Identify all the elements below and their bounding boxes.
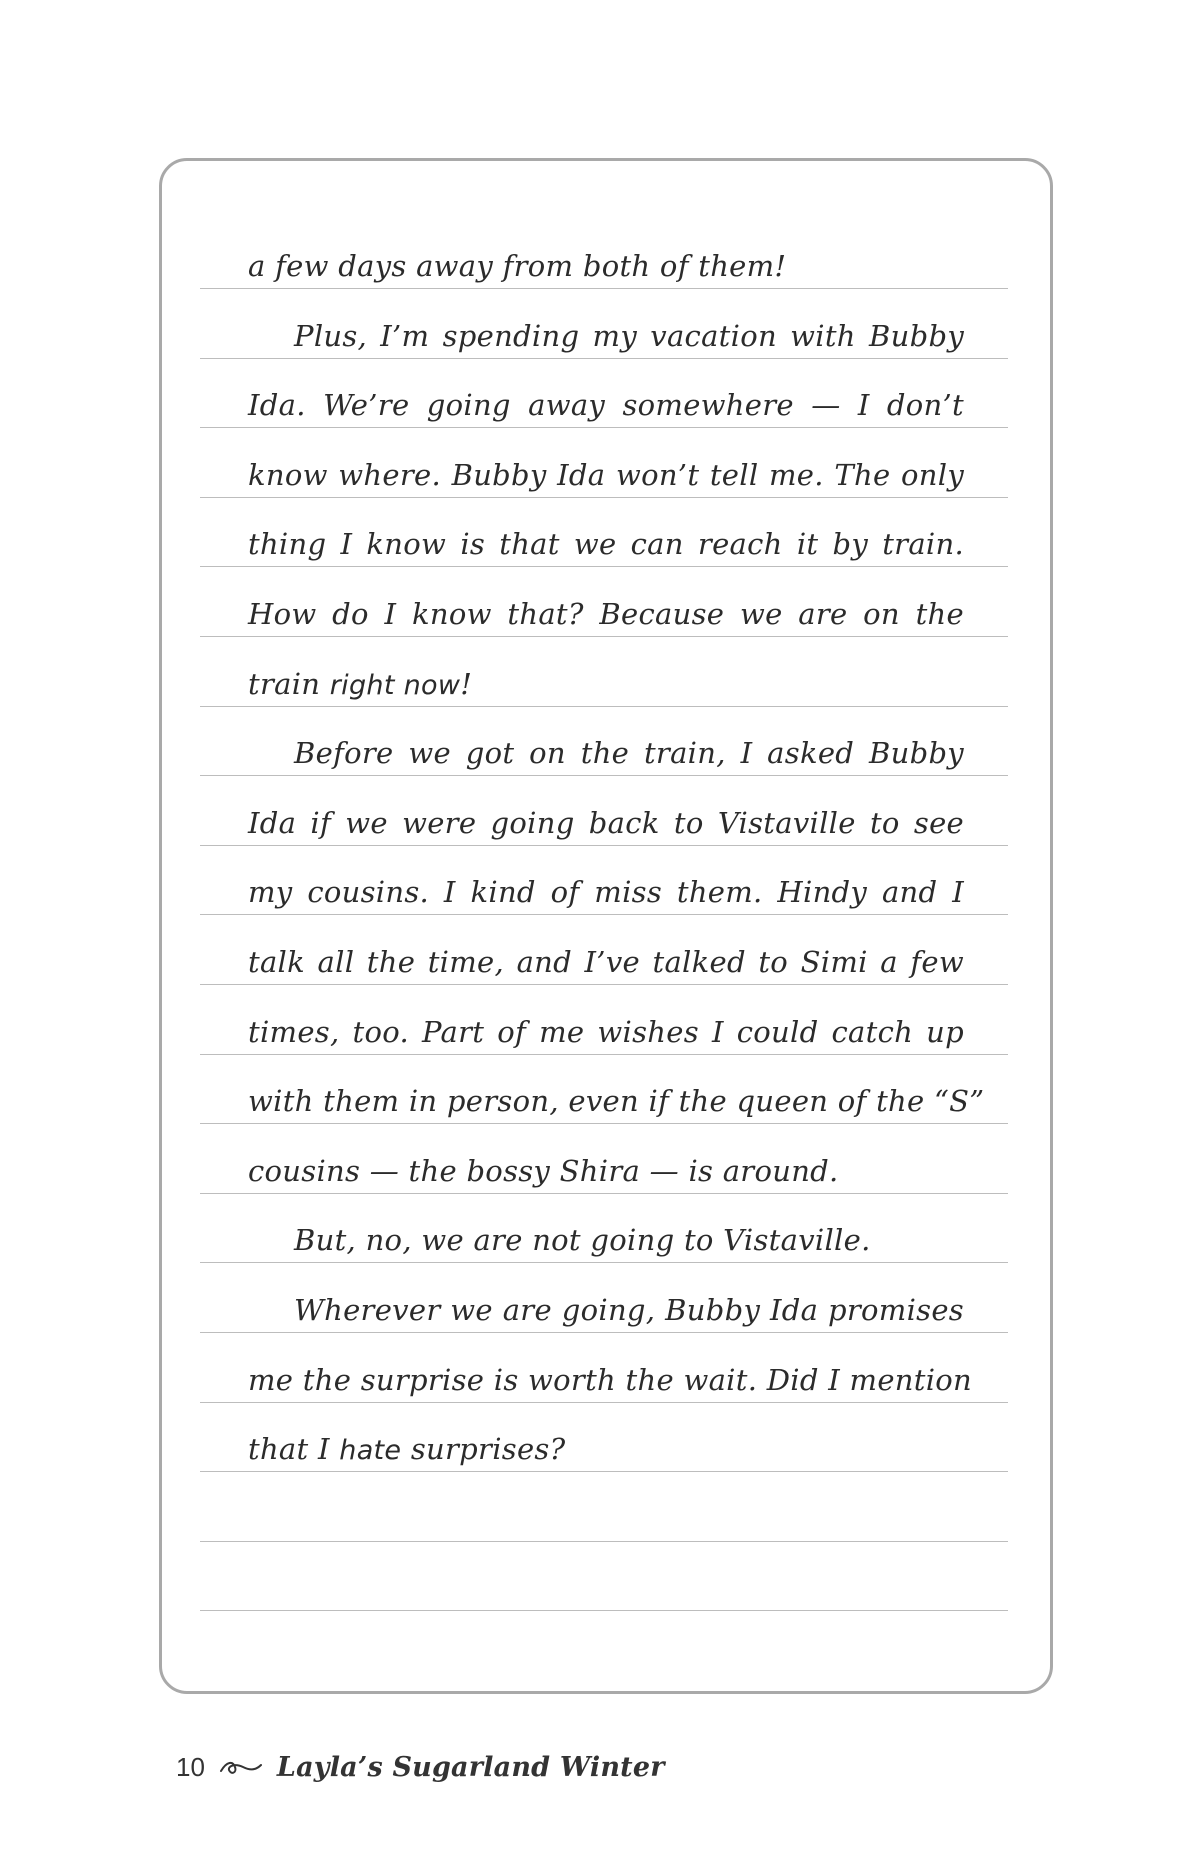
text-line: times, too. Part of me wishes I could catch up xyxy=(248,1014,964,1049)
text-line: my cousins. I kind of miss them. Hindy and I xyxy=(248,875,964,910)
text-line xyxy=(248,1427,964,1471)
text-line: Ida. We’re going away somewhere — I don’t xyxy=(248,388,964,423)
text-segment: surprises? xyxy=(401,1432,566,1467)
ruled-line xyxy=(200,1610,1008,1611)
text-line: How do I know that? Because we are on the xyxy=(248,597,964,631)
page-footer xyxy=(176,1747,665,1787)
book-title: Layla’s Sugarland Winter xyxy=(276,1751,665,1783)
ruled-line xyxy=(200,497,1008,498)
ruled-line xyxy=(200,914,1008,915)
ruled-line xyxy=(200,1541,1008,1542)
ruled-line xyxy=(200,288,1008,289)
text-line: Wherever we are going, Bubby Ida promises xyxy=(294,1293,964,1327)
text-line: me the surprise is worth the wait. Did I mention xyxy=(248,1362,973,1397)
text-segment: ! xyxy=(460,666,473,701)
text-line: Plus, I’m spending my vacation with Bubby xyxy=(294,318,964,353)
ruled-line xyxy=(200,1193,1008,1194)
ruled-line xyxy=(200,775,1008,776)
text-line: Ida if we were going back to Vistaville to see xyxy=(248,805,964,840)
ruled-line xyxy=(200,1054,1008,1055)
text-segment: train xyxy=(248,666,330,701)
ruled-line xyxy=(200,1262,1008,1263)
text-line: But, no, we are not going to Vistaville. xyxy=(294,1223,871,1258)
emphasized-text: right now xyxy=(329,669,461,701)
text-line: Before we got on the train, I asked Bubby xyxy=(294,736,964,771)
emphasized-text: hate xyxy=(339,1435,402,1467)
page-number: 10 xyxy=(176,1751,205,1782)
ruled-line xyxy=(200,1471,1008,1472)
ruled-line xyxy=(200,1332,1008,1333)
text-line: a few days away from both of them! xyxy=(248,249,787,283)
text-line: talk all the time, and I’ve talked to Simi a few xyxy=(248,945,964,979)
ruled-line xyxy=(200,1402,1008,1403)
text-line xyxy=(248,662,964,706)
text-line: thing I know is that we can reach it by train. xyxy=(248,527,964,562)
ruled-line xyxy=(200,1123,1008,1124)
text-segment: that I xyxy=(248,1432,340,1467)
ruled-line xyxy=(200,427,1008,428)
ruled-line xyxy=(200,358,1008,359)
ruled-line xyxy=(200,984,1008,985)
swirl-icon xyxy=(219,1755,263,1779)
ruled-line xyxy=(200,636,1008,637)
ruled-line xyxy=(200,566,1008,567)
text-line: with them in person, even if the queen of the “S” xyxy=(248,1084,985,1119)
ruled-line xyxy=(200,845,1008,846)
text-line: know where. Bubby Ida won’t tell me. The only xyxy=(248,457,964,492)
text-line: cousins — the bossy Shira — is around. xyxy=(248,1153,839,1188)
